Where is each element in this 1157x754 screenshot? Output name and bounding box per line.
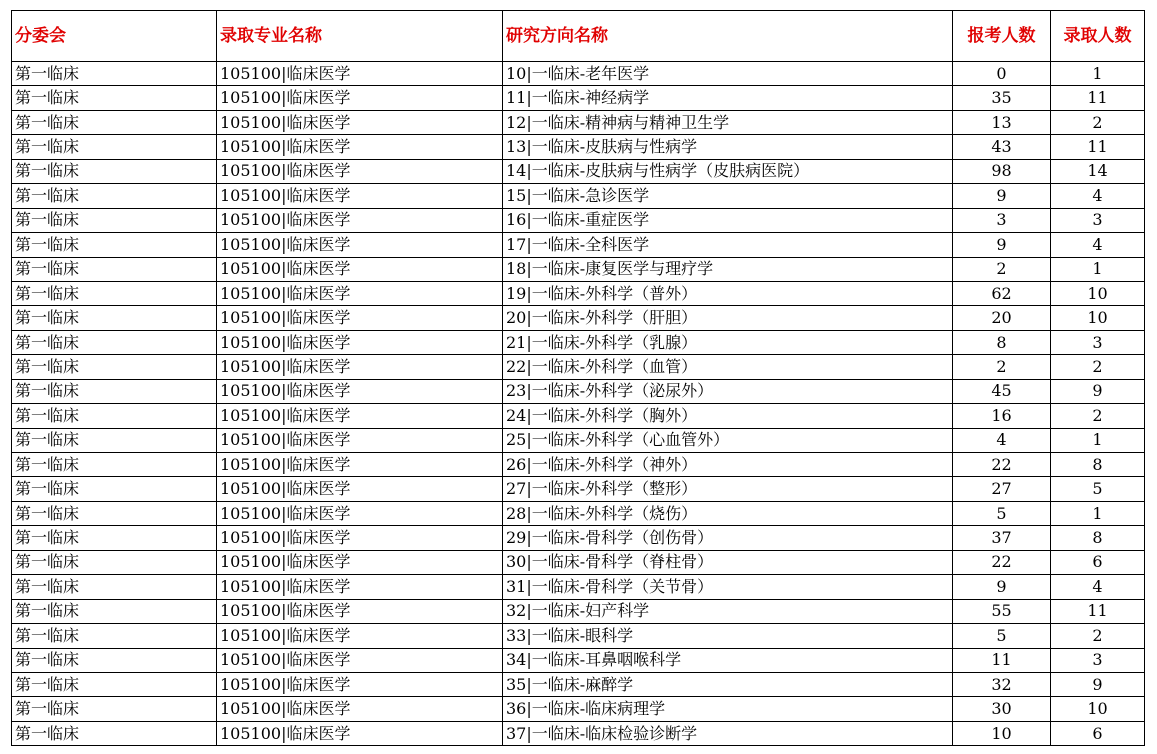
cell-committee: 第一临床 [12, 648, 217, 672]
table-row [12, 526, 1145, 550]
cell-research-direction: 10|一临床-老年医学 [503, 62, 953, 86]
cell-admitted: 10 [1051, 306, 1145, 330]
cell-admitted: 4 [1051, 575, 1145, 599]
cell-admitted: 8 [1051, 453, 1145, 477]
cell-applicants: 13 [953, 110, 1051, 134]
cell-research-direction: 27|一临床-外科学（整形） [503, 477, 953, 501]
cell-applicants: 35 [953, 86, 1051, 110]
cell-applicants: 45 [953, 379, 1051, 403]
cell-admitted: 9 [1051, 379, 1145, 403]
cell-admitted: 9 [1051, 672, 1145, 696]
table-row [12, 281, 1145, 305]
cell-applicants: 5 [953, 624, 1051, 648]
table-row [12, 330, 1145, 354]
cell-major: 105100|临床医学 [217, 648, 503, 672]
cell-admitted: 3 [1051, 208, 1145, 232]
cell-research-direction: 26|一临床-外科学（神外） [503, 453, 953, 477]
cell-admitted: 3 [1051, 648, 1145, 672]
cell-committee: 第一临床 [12, 135, 217, 159]
cell-research-direction: 28|一临床-外科学（烧伤） [503, 501, 953, 525]
cell-major: 105100|临床医学 [217, 453, 503, 477]
cell-major: 105100|临床医学 [217, 575, 503, 599]
cell-major: 105100|临床医学 [217, 62, 503, 86]
table-row [12, 86, 1145, 110]
cell-research-direction: 14|一临床-皮肤病与性病学（皮肤病医院） [503, 159, 953, 183]
cell-major: 105100|临床医学 [217, 501, 503, 525]
cell-admitted: 2 [1051, 355, 1145, 379]
cell-research-direction: 29|一临床-骨科学（创伤骨） [503, 526, 953, 550]
cell-committee: 第一临床 [12, 697, 217, 721]
cell-major: 105100|临床医学 [217, 110, 503, 134]
cell-research-direction: 32|一临床-妇产科学 [503, 599, 953, 623]
cell-committee: 第一临床 [12, 428, 217, 452]
cell-research-direction: 21|一临床-外科学（乳腺） [503, 330, 953, 354]
cell-applicants: 5 [953, 501, 1051, 525]
cell-major: 105100|临床医学 [217, 257, 503, 281]
cell-committee: 第一临床 [12, 86, 217, 110]
cell-admitted: 3 [1051, 330, 1145, 354]
cell-admitted: 4 [1051, 184, 1145, 208]
cell-research-direction: 23|一临床-外科学（泌尿外） [503, 379, 953, 403]
admission-table [11, 10, 1145, 746]
cell-admitted: 8 [1051, 526, 1145, 550]
cell-research-direction: 11|一临床-神经病学 [503, 86, 953, 110]
cell-applicants: 43 [953, 135, 1051, 159]
cell-major: 105100|临床医学 [217, 428, 503, 452]
cell-committee: 第一临床 [12, 379, 217, 403]
cell-committee: 第一临床 [12, 110, 217, 134]
cell-major: 105100|临床医学 [217, 697, 503, 721]
table-row [12, 624, 1145, 648]
cell-admitted: 2 [1051, 624, 1145, 648]
cell-major: 105100|临床医学 [217, 672, 503, 696]
cell-major: 105100|临床医学 [217, 624, 503, 648]
cell-committee: 第一临床 [12, 233, 217, 257]
table-row [12, 379, 1145, 403]
cell-admitted: 1 [1051, 62, 1145, 86]
cell-committee: 第一临床 [12, 575, 217, 599]
cell-research-direction: 17|一临床-全科医学 [503, 233, 953, 257]
table-row [12, 208, 1145, 232]
cell-committee: 第一临床 [12, 550, 217, 574]
cell-research-direction: 37|一临床-临床检验诊断学 [503, 721, 953, 745]
cell-research-direction: 20|一临床-外科学（肝胆） [503, 306, 953, 330]
table-row [12, 404, 1145, 428]
cell-committee: 第一临床 [12, 306, 217, 330]
cell-applicants: 62 [953, 281, 1051, 305]
cell-admitted: 4 [1051, 233, 1145, 257]
cell-major: 105100|临床医学 [217, 281, 503, 305]
cell-committee: 第一临床 [12, 257, 217, 281]
cell-admitted: 14 [1051, 159, 1145, 183]
table-row [12, 672, 1145, 696]
cell-admitted: 6 [1051, 550, 1145, 574]
cell-committee: 第一临床 [12, 672, 217, 696]
cell-admitted: 1 [1051, 428, 1145, 452]
cell-applicants: 2 [953, 257, 1051, 281]
cell-admitted: 10 [1051, 281, 1145, 305]
cell-major: 105100|临床医学 [217, 404, 503, 428]
cell-applicants: 37 [953, 526, 1051, 550]
cell-applicants: 2 [953, 355, 1051, 379]
cell-admitted: 10 [1051, 697, 1145, 721]
cell-applicants: 32 [953, 672, 1051, 696]
cell-major: 105100|临床医学 [217, 159, 503, 183]
cell-committee: 第一临床 [12, 330, 217, 354]
table-body [12, 62, 1145, 746]
cell-research-direction: 22|一临床-外科学（血管） [503, 355, 953, 379]
cell-committee: 第一临床 [12, 624, 217, 648]
cell-research-direction: 25|一临床-外科学（心血管外） [503, 428, 953, 452]
table-row [12, 110, 1145, 134]
cell-major: 105100|临床医学 [217, 599, 503, 623]
cell-research-direction: 30|一临床-骨科学（脊柱骨） [503, 550, 953, 574]
cell-research-direction: 12|一临床-精神病与精神卫生学 [503, 110, 953, 134]
cell-research-direction: 24|一临床-外科学（胸外） [503, 404, 953, 428]
cell-major: 105100|临床医学 [217, 721, 503, 745]
header-row [12, 11, 1145, 62]
cell-applicants: 8 [953, 330, 1051, 354]
cell-research-direction: 33|一临床-眼科学 [503, 624, 953, 648]
cell-research-direction: 36|一临床-临床病理学 [503, 697, 953, 721]
cell-admitted: 6 [1051, 721, 1145, 745]
header-applicants: 报考人数 [953, 11, 1051, 62]
table-row [12, 159, 1145, 183]
header-admitted: 录取人数 [1051, 11, 1145, 62]
cell-applicants: 3 [953, 208, 1051, 232]
cell-committee: 第一临床 [12, 453, 217, 477]
cell-applicants: 9 [953, 233, 1051, 257]
table-row [12, 135, 1145, 159]
cell-committee: 第一临床 [12, 721, 217, 745]
table-row [12, 501, 1145, 525]
cell-committee: 第一临床 [12, 281, 217, 305]
cell-applicants: 9 [953, 575, 1051, 599]
table-header [12, 11, 1145, 62]
table-row [12, 550, 1145, 574]
table-row [12, 62, 1145, 86]
cell-committee: 第一临床 [12, 208, 217, 232]
table-row [12, 184, 1145, 208]
cell-major: 105100|临床医学 [217, 379, 503, 403]
cell-applicants: 9 [953, 184, 1051, 208]
cell-applicants: 22 [953, 550, 1051, 574]
cell-research-direction: 35|一临床-麻醉学 [503, 672, 953, 696]
cell-major: 105100|临床医学 [217, 306, 503, 330]
cell-committee: 第一临床 [12, 62, 217, 86]
table-row [12, 721, 1145, 745]
cell-applicants: 20 [953, 306, 1051, 330]
table-row [12, 233, 1145, 257]
cell-admitted: 1 [1051, 257, 1145, 281]
table-row [12, 599, 1145, 623]
cell-major: 105100|临床医学 [217, 184, 503, 208]
cell-committee: 第一临床 [12, 404, 217, 428]
cell-applicants: 10 [953, 721, 1051, 745]
cell-applicants: 0 [953, 62, 1051, 86]
table-row [12, 575, 1145, 599]
cell-admitted: 1 [1051, 501, 1145, 525]
cell-committee: 第一临床 [12, 477, 217, 501]
header-research-direction: 研究方向名称 [503, 11, 953, 62]
cell-applicants: 98 [953, 159, 1051, 183]
cell-committee: 第一临床 [12, 599, 217, 623]
cell-admitted: 11 [1051, 135, 1145, 159]
cell-major: 105100|临床医学 [217, 550, 503, 574]
cell-research-direction: 18|一临床-康复医学与理疗学 [503, 257, 953, 281]
cell-applicants: 16 [953, 404, 1051, 428]
cell-admitted: 5 [1051, 477, 1145, 501]
cell-major: 105100|临床医学 [217, 477, 503, 501]
cell-major: 105100|临床医学 [217, 355, 503, 379]
cell-admitted: 11 [1051, 599, 1145, 623]
cell-admitted: 2 [1051, 404, 1145, 428]
table-row [12, 355, 1145, 379]
cell-committee: 第一临床 [12, 184, 217, 208]
table-row [12, 306, 1145, 330]
cell-committee: 第一临床 [12, 159, 217, 183]
cell-committee: 第一临床 [12, 355, 217, 379]
header-major: 录取专业名称 [217, 11, 503, 62]
cell-applicants: 4 [953, 428, 1051, 452]
cell-committee: 第一临床 [12, 526, 217, 550]
cell-major: 105100|临床医学 [217, 86, 503, 110]
cell-major: 105100|临床医学 [217, 208, 503, 232]
cell-applicants: 30 [953, 697, 1051, 721]
cell-research-direction: 15|一临床-急诊医学 [503, 184, 953, 208]
cell-applicants: 55 [953, 599, 1051, 623]
cell-major: 105100|临床医学 [217, 135, 503, 159]
cell-applicants: 22 [953, 453, 1051, 477]
cell-admitted: 11 [1051, 86, 1145, 110]
table-row [12, 453, 1145, 477]
cell-major: 105100|临床医学 [217, 233, 503, 257]
table-row [12, 648, 1145, 672]
cell-research-direction: 16|一临床-重症医学 [503, 208, 953, 232]
cell-major: 105100|临床医学 [217, 330, 503, 354]
header-committee: 分委会 [12, 11, 217, 62]
cell-committee: 第一临床 [12, 501, 217, 525]
cell-research-direction: 31|一临床-骨科学（关节骨） [503, 575, 953, 599]
cell-research-direction: 13|一临床-皮肤病与性病学 [503, 135, 953, 159]
cell-admitted: 2 [1051, 110, 1145, 134]
table-row [12, 477, 1145, 501]
table-row [12, 697, 1145, 721]
table-row [12, 257, 1145, 281]
table-row [12, 428, 1145, 452]
cell-applicants: 27 [953, 477, 1051, 501]
cell-research-direction: 19|一临床-外科学（普外） [503, 281, 953, 305]
cell-applicants: 11 [953, 648, 1051, 672]
cell-research-direction: 34|一临床-耳鼻咽喉科学 [503, 648, 953, 672]
cell-major: 105100|临床医学 [217, 526, 503, 550]
